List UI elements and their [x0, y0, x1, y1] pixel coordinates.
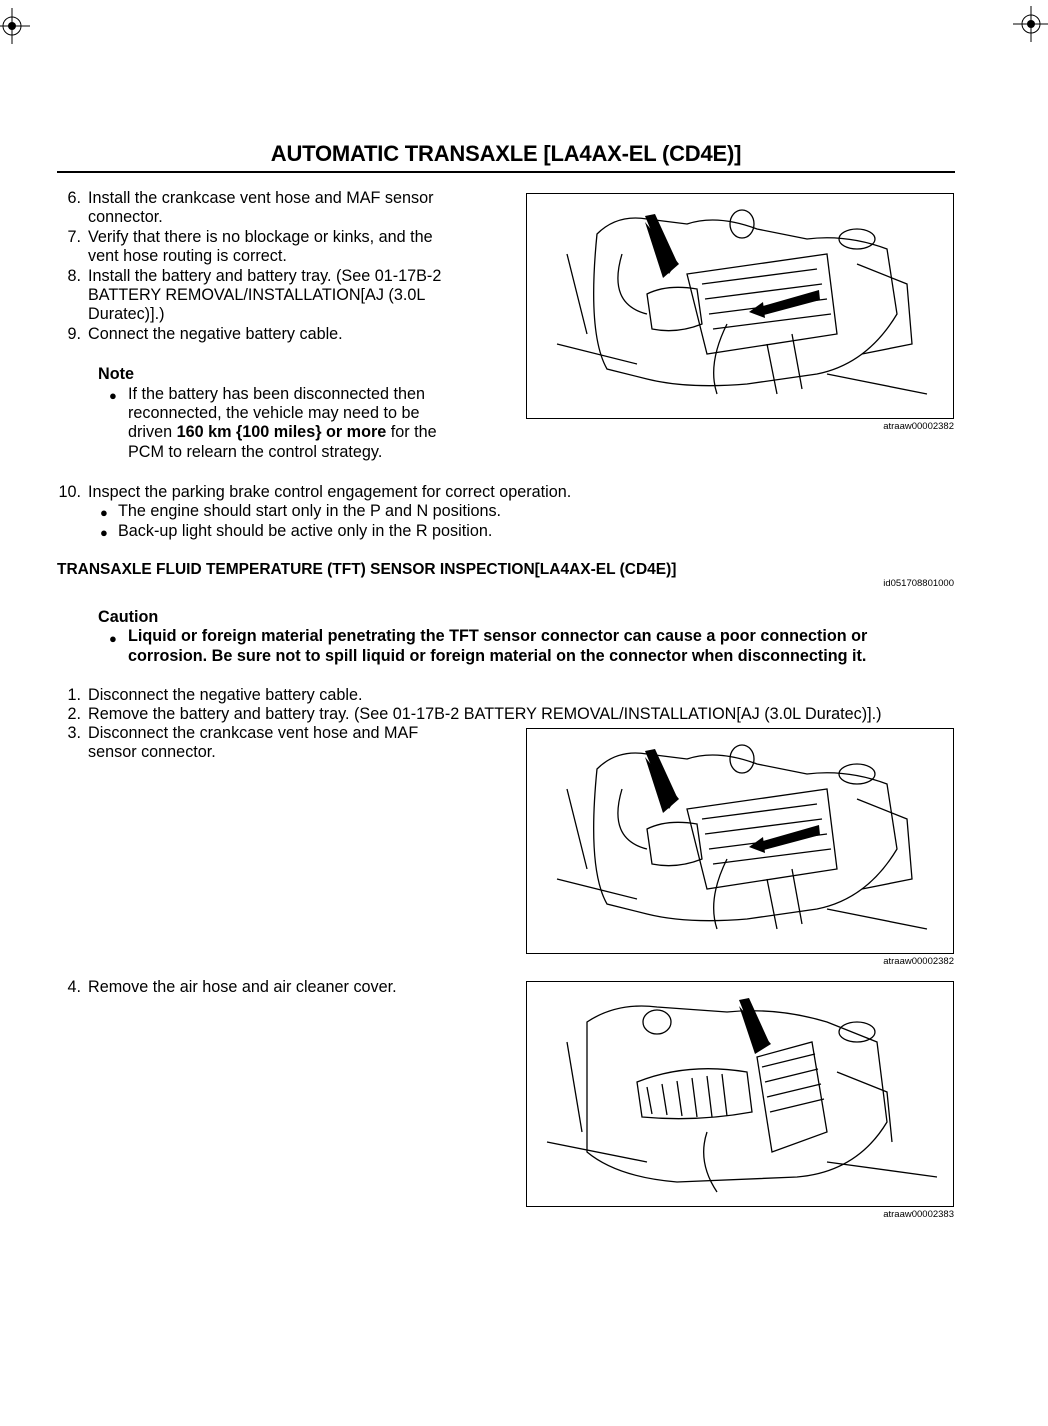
- section-id: id051708801000: [883, 578, 954, 589]
- note-emphasis: 160 km {100 miles} or more: [176, 423, 387, 441]
- step-text: Install the battery and battery tray. (See 01-17B-2: [88, 267, 442, 285]
- note-text: PCM to relearn the control strategy.: [128, 443, 383, 461]
- steps-top: [57, 189, 517, 349]
- step-text: connector.: [88, 208, 163, 226]
- caution-heading: Caution: [98, 608, 159, 626]
- registration-mark-icon: [1013, 6, 1048, 42]
- caution-text: corrosion. Be sure not to spill liquid or foreign material on the connector when disconnecting it.: [128, 647, 867, 665]
- step-text: vent hose routing is correct.: [88, 247, 287, 265]
- registration-mark-icon: [0, 8, 30, 44]
- note-text: for the: [386, 423, 437, 441]
- caution-block: [57, 608, 957, 668]
- step-text: Inspect the parking brake control engagement for correct operation.: [88, 483, 572, 501]
- bullet-text: The engine should start only in the P and N positions.: [118, 502, 502, 520]
- step-text: Remove the air hose and air cleaner cover.: [88, 978, 397, 996]
- step-number: 8.: [67, 267, 81, 285]
- note-text: driven: [128, 423, 177, 441]
- step-text: BATTERY REMOVAL/INSTALLATION[AJ (3.0L: [88, 286, 426, 304]
- step-text: Verify that there is no blockage or kinks, and the: [88, 228, 433, 246]
- step-text: Install the crankcase vent hose and MAF sensor: [88, 189, 434, 207]
- figure-id: atraaw00002383: [883, 1209, 954, 1220]
- note-block: [57, 365, 517, 465]
- figure-engine-bay-2: [526, 728, 954, 954]
- step-text: Disconnect the negative battery cable.: [88, 686, 363, 704]
- bullet-icon: ●: [109, 631, 117, 646]
- step-text: sensor connector.: [88, 743, 216, 761]
- step-text: Disconnect the crankcase vent hose and MAF: [88, 724, 419, 742]
- figure-id: atraaw00002382: [883, 421, 954, 432]
- note-text: reconnected, the vehicle may need to be: [128, 404, 420, 422]
- step-4: [57, 978, 517, 998]
- step-number: 4.: [67, 978, 81, 996]
- note-text-line3: [128, 423, 437, 442]
- step-text: Duratec)].): [88, 305, 165, 323]
- note-heading: Note: [98, 365, 134, 383]
- bullet-icon: ●: [100, 505, 108, 520]
- step-number: 7.: [67, 228, 81, 246]
- step-number: 6.: [67, 189, 81, 207]
- engine-illustration: [527, 729, 953, 953]
- bullet-icon: ●: [100, 525, 108, 540]
- bullet-icon: ●: [109, 388, 117, 403]
- step-number: 10.: [58, 483, 81, 501]
- step-number: 3.: [67, 724, 81, 742]
- step-10: [57, 483, 957, 543]
- step-number: 1.: [67, 686, 81, 704]
- bullet-text: Back-up light should be active only in the R position.: [118, 522, 493, 540]
- engine-illustration: [527, 982, 953, 1206]
- step-text: Connect the negative battery cable.: [88, 325, 343, 343]
- engine-illustration: [527, 194, 953, 418]
- figure-engine-bay-1: [526, 193, 954, 419]
- caution-text: Liquid or foreign material penetrating the TFT sensor connector can cause a poor connection or: [128, 627, 868, 645]
- step-number: 2.: [67, 705, 81, 723]
- note-text: If the battery has been disconnected then: [128, 385, 425, 403]
- step-number: 9.: [67, 325, 81, 343]
- section-heading: TRANSAXLE FLUID TEMPERATURE (TFT) SENSOR INSPECTION[LA4AX-EL (CD4E)]: [57, 561, 677, 578]
- figure-id: atraaw00002382: [883, 956, 954, 967]
- figure-air-cleaner: [526, 981, 954, 1207]
- title-rule: [57, 171, 955, 173]
- page-title: AUTOMATIC TRANSAXLE [LA4AX-EL (CD4E)]: [270, 141, 742, 166]
- step-text: Remove the battery and battery tray. (See 01-17B-2 BATTERY REMOVAL/INSTALLATION[AJ (3.0L Duratec)].): [88, 705, 882, 723]
